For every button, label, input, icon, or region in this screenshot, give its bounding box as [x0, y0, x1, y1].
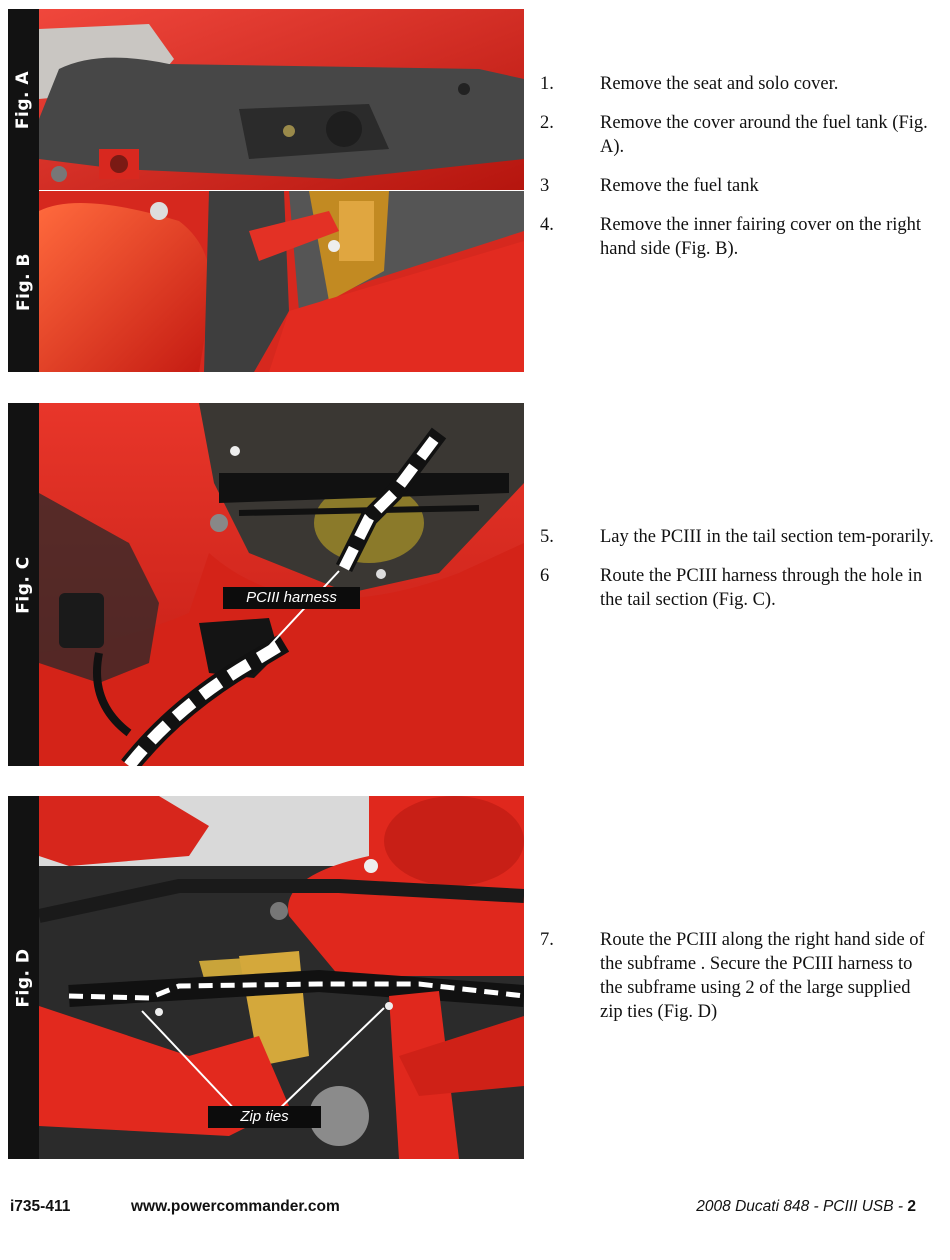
figure-c	[8, 403, 524, 766]
step-item: 2. Remove the cover around the fuel tank (Fig. A).	[540, 113, 928, 157]
fig-d-label: Fig. D	[13, 947, 34, 1008]
steps-group-1	[540, 72, 935, 276]
figure-a-b	[8, 9, 524, 372]
page-number: 2	[907, 1198, 916, 1215]
document-code: i735-411	[10, 1198, 71, 1215]
figure-d	[8, 796, 524, 1159]
step-item: 7. Route the PCIII along the right hand side of the subframe . Secure the PCIII harness to the subframe using 2 of the large supplied zip ties (Fig. D)	[540, 930, 925, 1022]
fig-a-photo	[39, 9, 524, 190]
fig-b-photo	[39, 191, 524, 372]
page-footer	[0, 1198, 950, 1220]
fig-c-photo	[39, 403, 524, 766]
pciii-harness-callout: PCIII harness	[223, 587, 360, 609]
step-item: 1. Remove the seat and solo cover.	[540, 74, 839, 94]
document-title: 2008 Ducati 848 - PCIII USB - 2	[696, 1198, 916, 1215]
step-item: 3 Remove the fuel tank	[540, 176, 759, 196]
step-item: 5. Lay the PCIII in the tail section tem-porarily.	[540, 527, 934, 547]
fig-d-photo	[39, 796, 524, 1159]
website-link[interactable]: www.powercommander.com	[131, 1198, 340, 1215]
zip-ties-callout: Zip ties	[208, 1106, 321, 1128]
step-item: 6 Route the PCIII harness through the hole in the tail section (Fig. C).	[540, 566, 923, 610]
fig-b-label: Fig. B	[13, 252, 34, 311]
step-item: 4. Remove the inner fairing cover on the right hand side (Fig. B).	[540, 215, 922, 259]
fig-c-label: Fig. C	[13, 555, 34, 614]
steps-group-3	[540, 928, 935, 1039]
fig-a-label: Fig. A	[13, 70, 34, 130]
steps-group-2	[540, 525, 935, 627]
